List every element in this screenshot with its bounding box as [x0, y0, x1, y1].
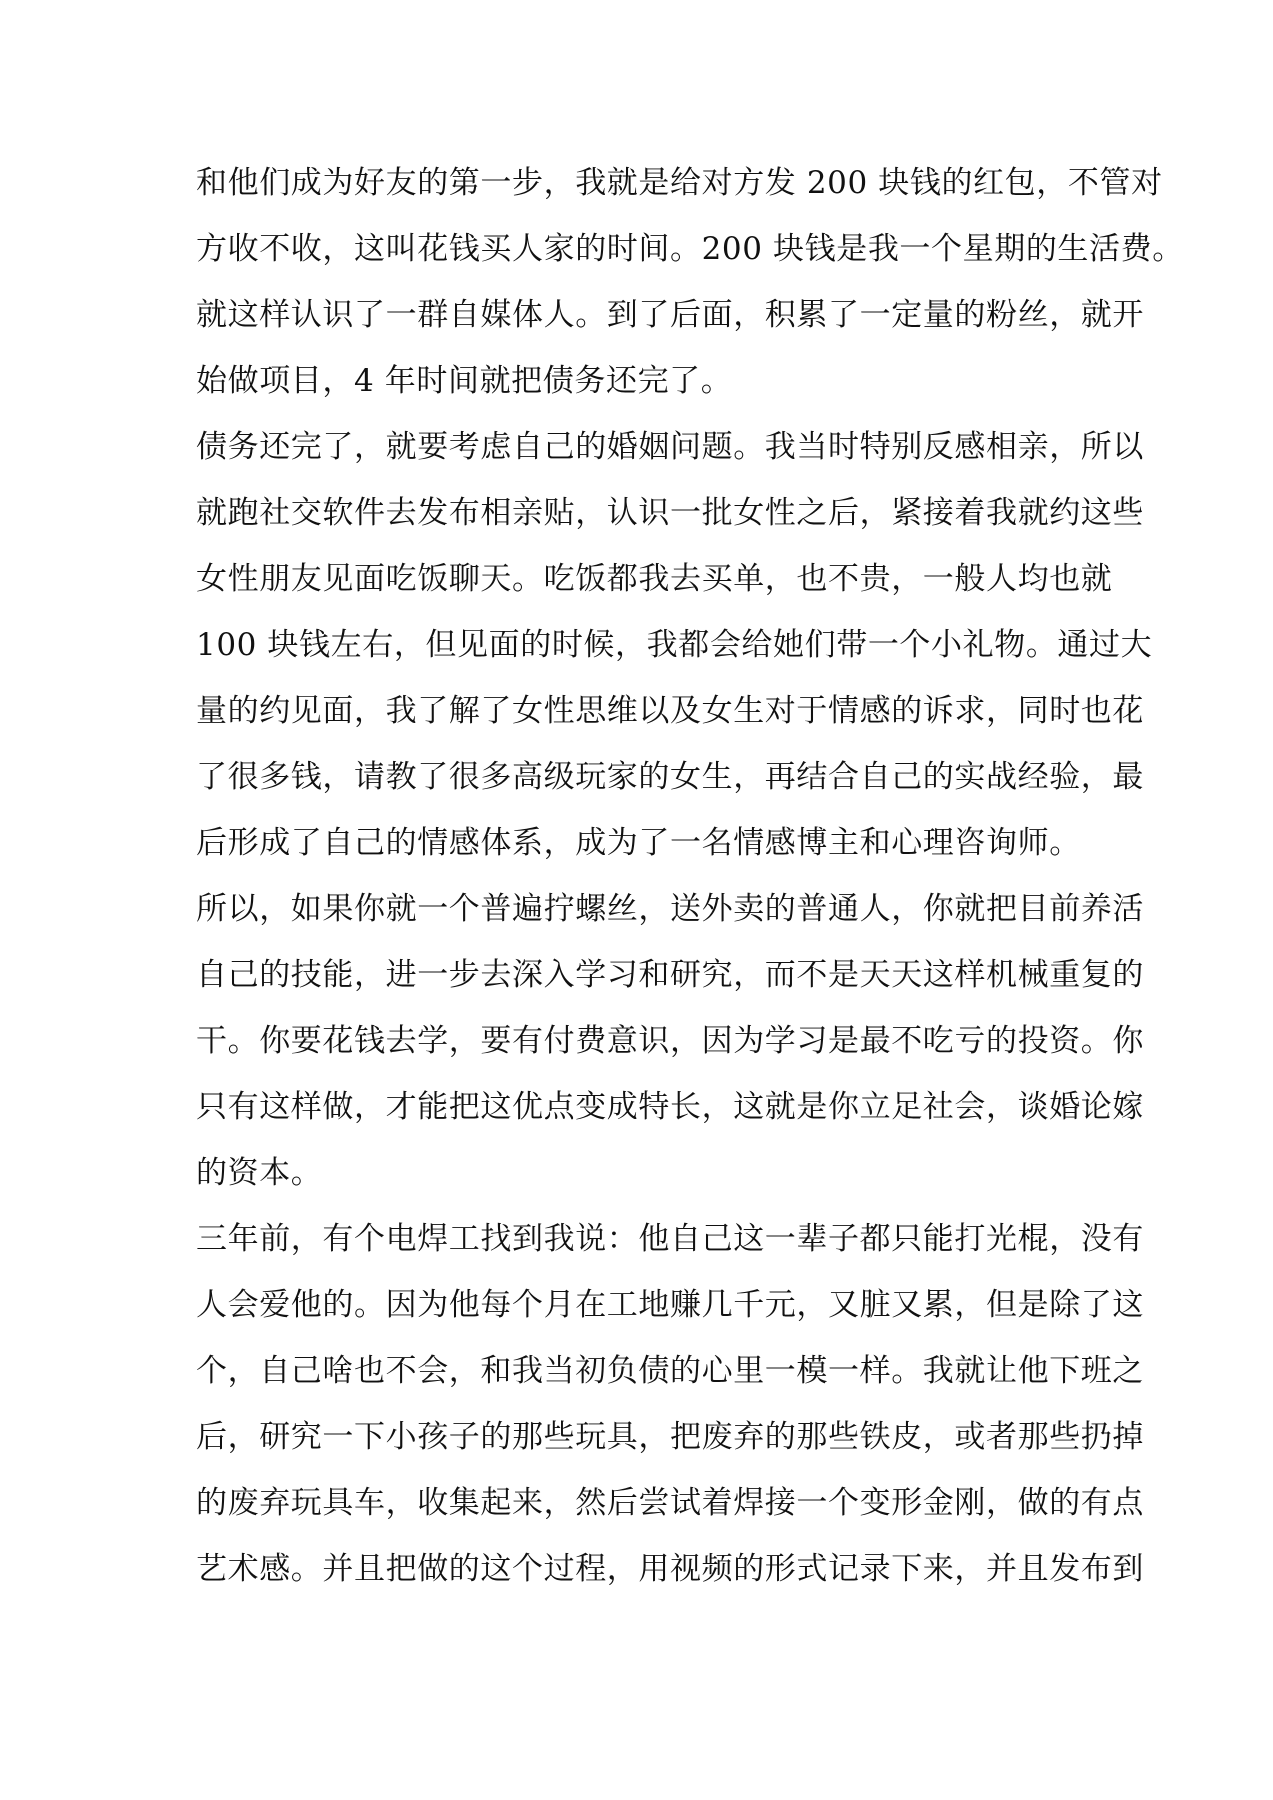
text-line: 量的约见面，我了解了女性思维以及女生对于情感的诉求，同时也花: [196, 693, 1144, 729]
text-line: 只有这样做，才能把这优点变成特长，这就是你立足社会，谈婚论嫁: [196, 1089, 1144, 1125]
text-line: 艺术感。并且把做的这个过程，用视频的形式记录下来，并且发布到: [196, 1551, 1144, 1587]
text-line: 后形成了自己的情感体系，成为了一名情感博主和心理咨询师。: [196, 825, 1081, 861]
text-line: 始做项目，4 年时间就把债务还完了。: [196, 363, 733, 399]
text-line: 干。你要花钱去学，要有付费意识，因为学习是最不吃亏的投资。你: [196, 1023, 1144, 1059]
text-line: 的废弃玩具车，收集起来，然后尝试着焊接一个变形金刚，做的有点: [196, 1485, 1144, 1521]
text-line: 自己的技能，进一步去深入学习和研究，而不是天天这样机械重复的: [196, 957, 1144, 993]
text-line: 女性朋友见面吃饭聊天。吃饭都我去买单，也不贵，一般人均也就: [196, 561, 1113, 597]
text-line: 就这样认识了一群自媒体人。到了后面，积累了一定量的粉丝，就开: [196, 297, 1144, 333]
text-line: 三年前，有个电焊工找到我说：他自己这一辈子都只能打光棍，没有: [196, 1221, 1144, 1257]
text-line: 了很多钱，请教了很多高级玩家的女生，再结合自己的实战经验，最: [196, 759, 1144, 795]
text-line: 100 块钱左右，但见面的时候，我都会给她们带一个小礼物。通过大: [196, 627, 1153, 663]
text-line: 方收不收，这叫花钱买人家的时间。200 块钱是我一个星期的生活费。: [196, 231, 1184, 267]
text-line: 个，自己啥也不会，和我当初负债的心里一模一样。我就让他下班之: [196, 1353, 1144, 1389]
text-line: 就跑社交软件去发布相亲贴，认识一批女性之后，紧接着我就约这些: [196, 495, 1144, 531]
text-line: 后，研究一下小孩子的那些玩具，把废弃的那些铁皮，或者那些扔掉: [196, 1419, 1144, 1455]
text-line: 债务还完了，就要考虑自己的婚姻问题。我当时特别反感相亲，所以: [196, 429, 1144, 465]
body-text: [196, 150, 1184, 1602]
text-line: 的资本。: [196, 1155, 323, 1191]
text-line: 所以，如果你就一个普遍拧螺丝，送外卖的普通人，你就把目前养活: [196, 891, 1144, 927]
text-line: 和他们成为好友的第一步，我就是给对方发 200 块钱的红包，不管对: [196, 165, 1163, 201]
text-line: 人会爱他的。因为他每个月在工地赚几千元，又脏又累，但是除了这: [196, 1287, 1144, 1323]
